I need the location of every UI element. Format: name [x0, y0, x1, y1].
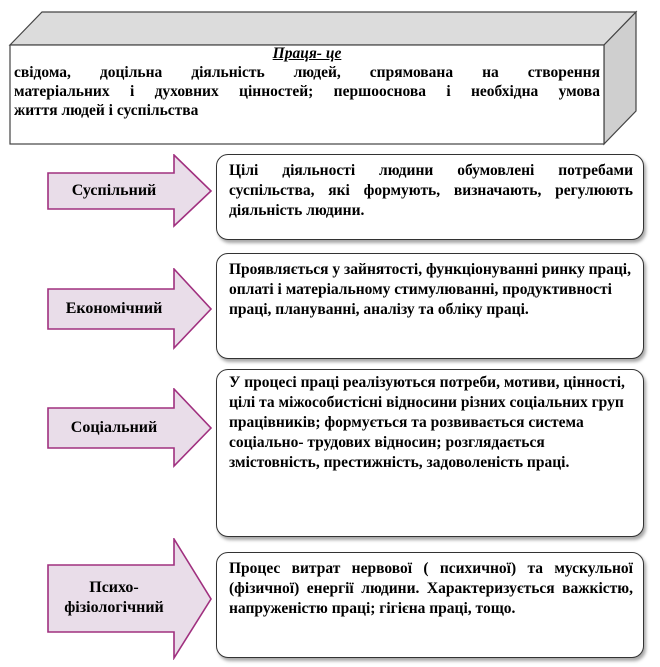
- header-box-top: [10, 12, 636, 45]
- aspect-label-psychophysiological-line-1: Психо-: [89, 579, 139, 596]
- aspect-label-psychophysiological: [52, 578, 176, 618]
- aspect-label-economic: Економічний: [65, 300, 163, 317]
- header-line-3: життя людей і суспільства: [14, 102, 199, 119]
- header-title: Праця- це: [272, 45, 342, 62]
- aspect-label-public: Суспільний: [71, 182, 157, 199]
- header-line-2: матеріальних і духовних цінностей; першооснова і необхідна умова: [14, 83, 600, 100]
- header-line-1: свідома, доцільна діяльність людей, спрямована на створення: [14, 64, 600, 81]
- aspect-description-economic: Проявляється у зайнятості, функціонуванні ринку праці, оплаті і матеріальному стимулюванні, продуктивності праці, плануванні, аналізу та обліку праці.: [216, 253, 644, 359]
- aspect-label-psychophysiological-line-2: фізіологічний: [64, 599, 164, 616]
- aspect-description-social: У процесі праці реалізуються потреби, мотиви, цінності, цілі та міжособистісні відносини різних соціальних груп працівників; формується та розвивається система соціально- трудових відносин; розглядається змістовність, престижність, задоволеність праці.: [216, 369, 644, 537]
- aspect-label-social: Соціальний: [70, 419, 158, 436]
- aspect-description-psychophysiological: Процес витрат нервової ( психичної) та мускульної (фізичної) енергії людини. Характеризується важкістю, напруженістю праці; гігієна праці, тощо.: [216, 552, 644, 658]
- aspect-description-public: Цілі діяльності людини обумовлені потребами суспільства, які формують, визначають, регулюють діяльність людини.: [216, 154, 644, 240]
- header-text: [14, 44, 600, 120]
